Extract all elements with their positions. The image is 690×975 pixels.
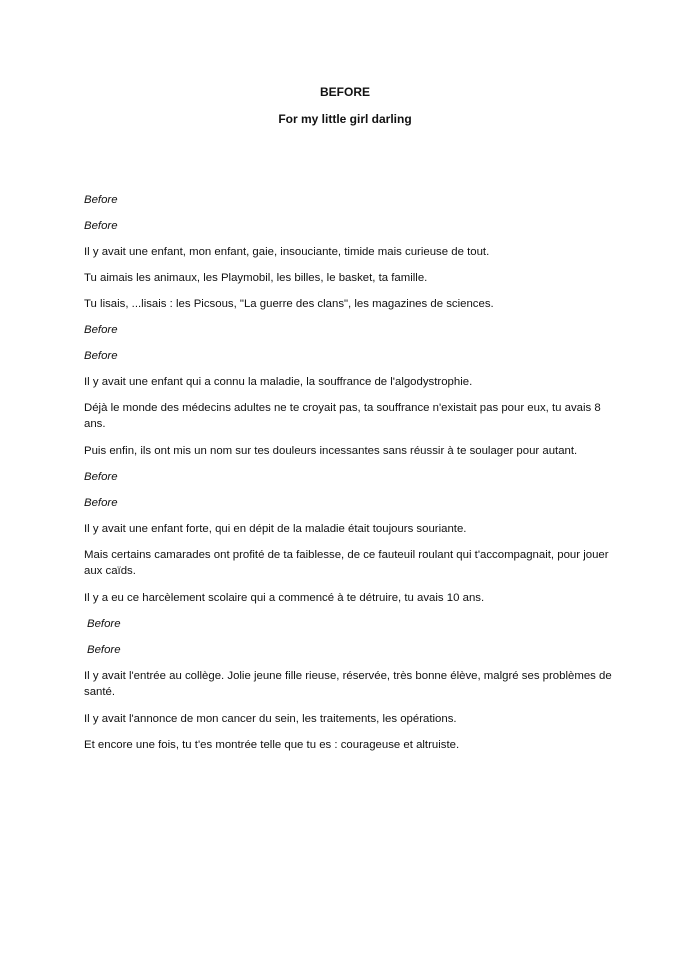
poem-line: Il y avait l'annonce de mon cancer du sein, les traitements, les opérations.: [84, 713, 457, 725]
poem-line: Il y avait une enfant forte, qui en dépit de la maladie était toujours souriante.: [84, 523, 467, 535]
refrain-line: Before: [84, 497, 118, 509]
poem-line: Tu lisais, ...lisais : les Picsous, "La guerre des clans", les magazines de sciences.: [84, 298, 494, 310]
poem-line: Et encore une fois, tu t'es montrée telle que tu es : courageuse et altruiste.: [84, 739, 460, 751]
poem-line: Il y avait une enfant qui a connu la maladie, la souffrance de l'algodystrophie.: [84, 376, 473, 388]
poem-line: Déjà le monde des médecins adultes ne te croyait pas, ta souffrance n'existait pas pour eux, tu avais 8 ans.: [84, 402, 601, 430]
poem-dedication: For my little girl darling: [278, 112, 412, 126]
refrain-line: Before: [87, 618, 121, 630]
poem-line: Il y a eu ce harcèlement scolaire qui a commencé à te détruire, tu avais 10 ans.: [84, 592, 485, 604]
refrain-line: Before: [87, 644, 121, 656]
poem-line: Il y avait une enfant, mon enfant, gaie, insouciante, timide mais curieuse de tout.: [84, 246, 490, 258]
refrain-line: Before: [84, 471, 118, 483]
poem-line: Puis enfin, ils ont mis un nom sur tes douleurs incessantes sans réussir à te soulager pour autant.: [84, 445, 578, 457]
poem-line: Il y avait l'entrée au collège. Jolie jeune fille rieuse, réservée, très bonne élève, malgré ses problèmes de santé.: [84, 670, 612, 698]
refrain-line: Before: [84, 220, 118, 232]
refrain-line: Before: [84, 324, 118, 336]
poem-title: BEFORE: [319, 85, 370, 99]
refrain-line: Before: [84, 194, 118, 206]
poem-line: Mais certains camarades ont profité de ta faiblesse, de ce fauteuil roulant qui t'accompagnait, pour jouer aux caïds.: [84, 549, 609, 577]
refrain-line: Before: [84, 350, 118, 362]
poem-line: Tu aimais les animaux, les Playmobil, les billes, le basket, ta famille.: [84, 272, 428, 284]
